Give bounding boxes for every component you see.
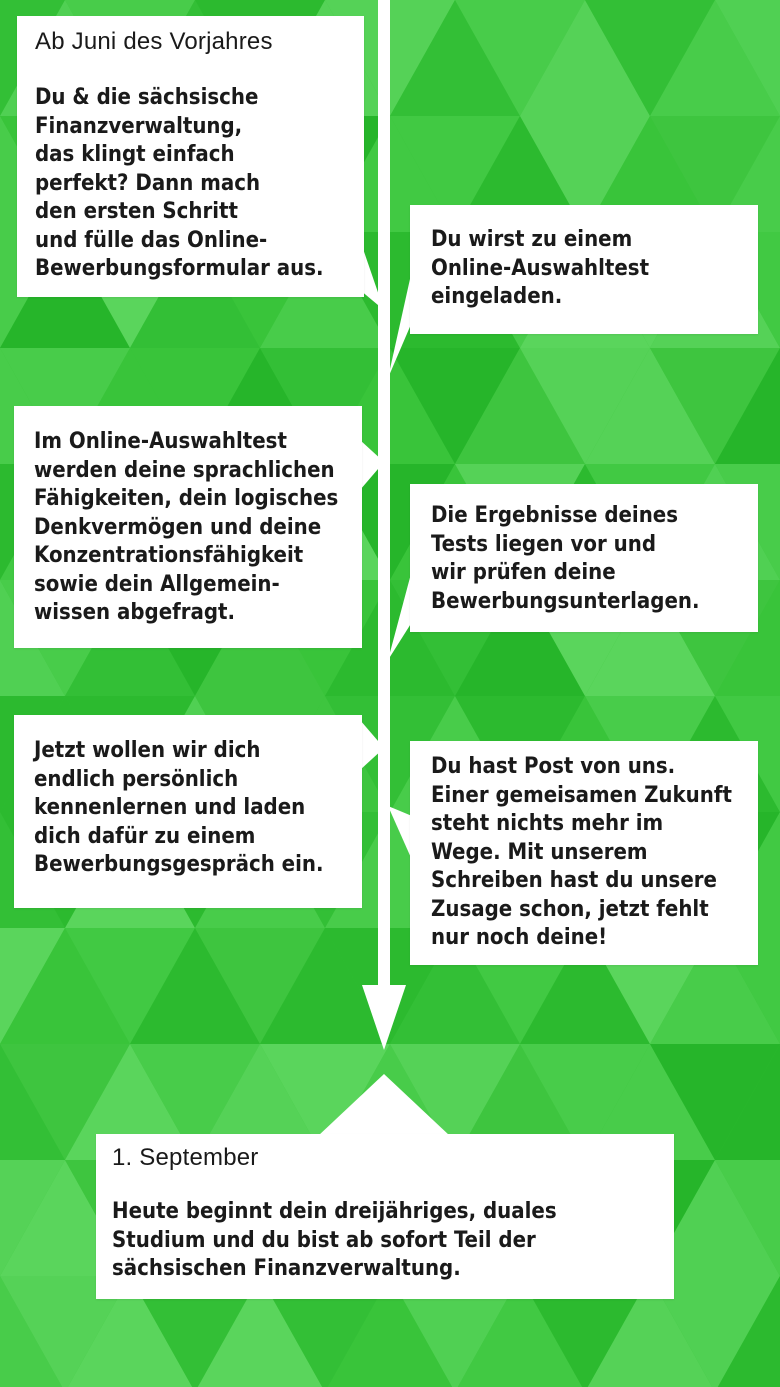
step-2-text: Du wirst zu einem Online-Auswahltest eingeladen.	[431, 227, 650, 309]
step-6-box	[410, 741, 758, 965]
step-5-text: Jetzt wollen wir dich endlich persönlich kennenlernen und laden dich dafür zu einem Bewerbungsgespräch ein.	[34, 738, 324, 877]
bubble-tail-step-4	[388, 570, 412, 660]
bubble-tail-step-7	[318, 1074, 450, 1136]
step-5-box	[14, 715, 362, 908]
step-3-box	[14, 406, 362, 648]
timeline-arrowhead	[362, 985, 406, 1050]
step-1-text: Du & die sächsische Finanzverwaltung, das klingt einfach perfekt? Dann mach den ersten Schritt und fülle das Online- Bewerbungsformular aus.	[35, 85, 324, 281]
bubble-tail-step-6	[388, 806, 412, 860]
bubble-tail-step-2	[388, 270, 412, 378]
step-7-box	[96, 1134, 674, 1299]
step-3-text: Im Online-Auswahltest werden deine sprachlichen Fähigkeiten, dein logisches Denkvermögen und deine Konzentrationsfähigkeit sowie dein Allgemein- wissen abgefragt.	[34, 429, 339, 625]
step-1-date: Ab Juni des Vorjahres	[35, 28, 273, 55]
step-4-text: Die Ergebnisse deines Tests liegen vor und wir prüfen deine Bewerbungsunterlagen.	[431, 503, 700, 614]
timeline-line	[378, 0, 390, 995]
step-2-box	[410, 205, 758, 334]
step-1-box	[17, 16, 364, 297]
step-7-date: 1. September	[112, 1144, 259, 1171]
step-4-box	[410, 484, 758, 632]
step-7-text: Heute beginnt dein dreijähriges, duales Studium und du bist ab sofort Teil der sächsischen Finanzverwaltung.	[112, 1199, 557, 1281]
step-6-text: Du hast Post von uns. Einer gemeisamen Zukunft steht nichts mehr im Wege. Mit unserem Schreiben hast du unsere Zusage schon, jetzt fehlt nur noch deine!	[431, 754, 732, 950]
